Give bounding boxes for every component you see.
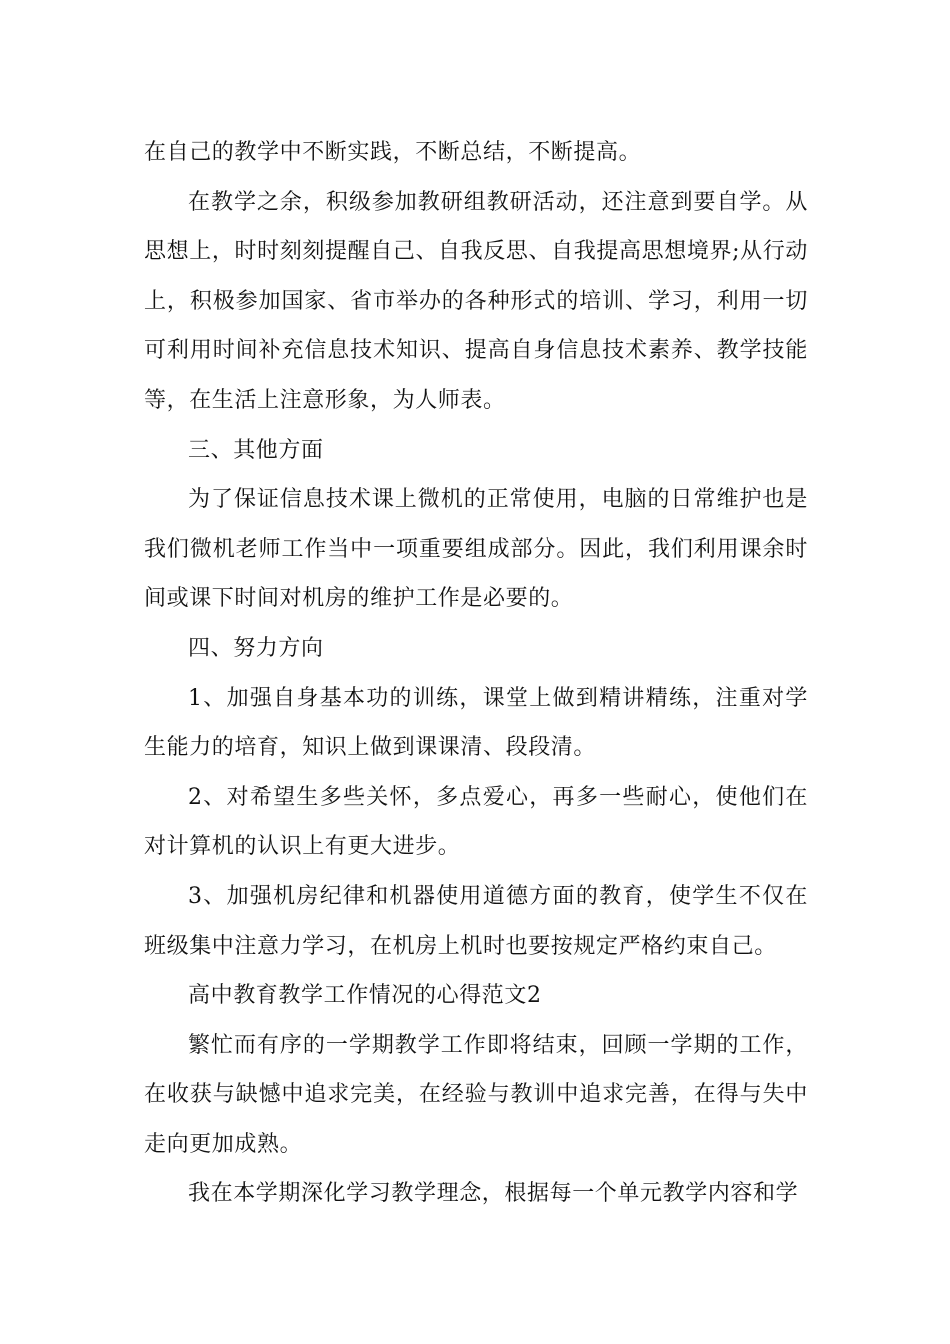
list-item-3: 3、加强机房纪律和机器使用道德方面的教育，使学生不仅在班级集中注意力学习，在机房上机时也要按规定严格约束自己。 xyxy=(144,883,808,959)
section-heading-3: 三、其他方面 xyxy=(188,437,324,463)
paragraph-4: 为了保证信息技术课上微机的正常使用，电脑的日常维护也是我们微机老师工作当中一项重要组成部分。因此，我们利用课余时间或课下时间对机房的维护工作是必要的。 xyxy=(144,487,808,612)
paragraph-10: 繁忙而有序的一学期教学工作即将结束，回顾一学期的工作，在收获与缺憾中追求完美，在经验与教训中追求完善，在得与失中走向更加成熟。 xyxy=(144,1032,808,1157)
paragraph-2: 在教学之余，积级参加教研组教研活动，还注意到要自学。从思想上，时时刻刻提醒自己、自我反思、自我提高思想境界;从行动上，积极参加国家、省市举办的各种形式的培训、学习，利用一切可利用时间补充信息技术知识、提高自身信息技术素养、教学技能等，在生活上注意形象，为人师表。 xyxy=(144,189,808,413)
list-item-1: 1、加强自身基本功的训练，课堂上做到精讲精练，注重对学生能力的培育，知识上做到课课清、段段清。 xyxy=(144,685,808,761)
paragraph-11: 我在本学期深化学习教学理念，根据每一个单元教学内容和学 xyxy=(188,1181,799,1207)
article-title-2: 高中教育教学工作情况的心得范文2 xyxy=(188,983,542,1009)
section-heading-4: 四、努力方向 xyxy=(188,635,324,661)
list-item-2: 2、对希望生多些关怀，多点爱心，再多一些耐心，使他们在对计算机的认识上有更大进步。 xyxy=(144,784,808,860)
document-body xyxy=(144,128,808,1219)
paragraph-1: 在自己的教学中不断实践，不断总结，不断提高。 xyxy=(144,140,642,165)
